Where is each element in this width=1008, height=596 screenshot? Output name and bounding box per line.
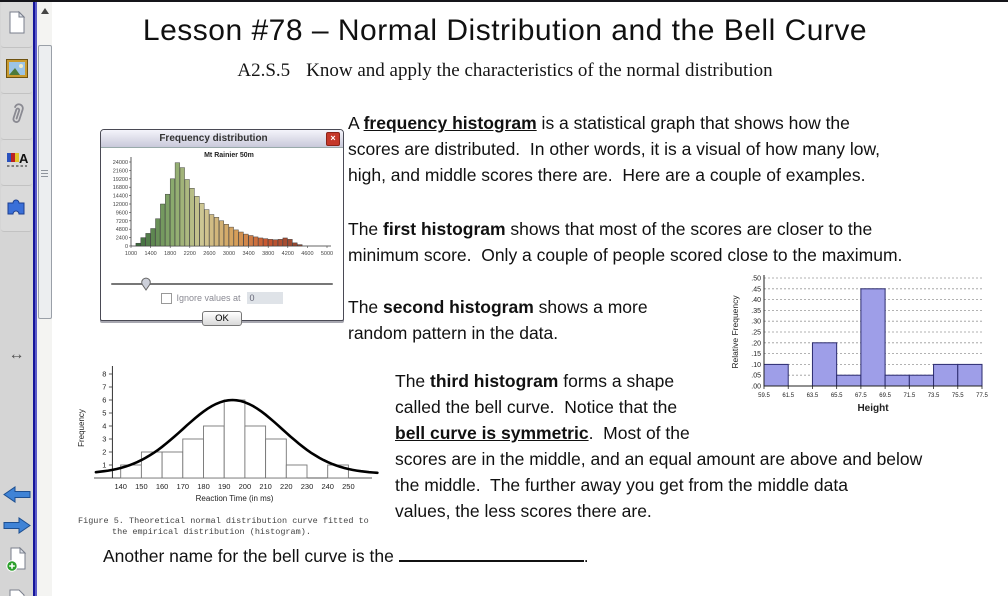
figure-caption: [78, 516, 369, 538]
ignore-value-field[interactable]: 0: [247, 292, 283, 304]
svg-text:170: 170: [176, 482, 190, 491]
slider-thumb-icon[interactable]: [140, 277, 152, 296]
svg-text:Mt Rainier 50m: Mt Rainier 50m: [204, 152, 254, 159]
arrow-right-icon: [3, 516, 31, 540]
svg-text:Relative Frequency: Relative Frequency: [730, 295, 740, 369]
range-slider[interactable]: [111, 277, 333, 291]
svg-text:.30: .30: [751, 318, 761, 326]
close-icon[interactable]: ×: [326, 132, 340, 146]
figure-caption-line2: the empirical distribution (histogram).: [112, 527, 311, 537]
svg-text:3: 3: [102, 434, 107, 444]
checkbox-label: Ignore values at: [176, 293, 241, 303]
previous-page-button[interactable]: [0, 485, 33, 509]
svg-text:73.5: 73.5: [927, 393, 940, 399]
svg-text:3000: 3000: [222, 251, 236, 257]
scroll-up-button[interactable]: [37, 2, 52, 20]
svg-text:160: 160: [155, 482, 169, 491]
svg-text:3800: 3800: [262, 251, 275, 257]
svg-text:19200: 19200: [112, 176, 128, 183]
paperclip-icon: [7, 102, 27, 131]
svg-text:21600: 21600: [112, 168, 128, 175]
page-thumbnail-button[interactable]: [1, 2, 32, 48]
properties-button[interactable]: [1, 140, 32, 186]
svg-text:230: 230: [300, 482, 314, 491]
svg-text:61.5: 61.5: [782, 393, 795, 399]
side-toolbar: [0, 2, 33, 596]
svg-text:16800: 16800: [112, 185, 128, 192]
svg-text:.50: .50: [751, 275, 761, 283]
svg-text:2: 2: [102, 447, 107, 457]
window-titlebar[interactable]: [101, 130, 343, 148]
page-peek-button[interactable]: [0, 588, 33, 596]
svg-text:0: 0: [124, 244, 128, 250]
svg-text:8: 8: [102, 369, 107, 379]
attachments-button[interactable]: [1, 94, 32, 140]
svg-text:150: 150: [135, 482, 148, 491]
svg-text:1: 1: [102, 460, 107, 470]
standard-line: [60, 60, 950, 82]
svg-text:.40: .40: [751, 297, 761, 305]
third-histogram-paragraph: The third histogram forms a shape called the bell curve. Notice that the bell curve is symmetric. Most of the scores are in the middle, and an equal amount are above and below the middle. The further away you get from the middle data values, the less scores there are.: [395, 371, 923, 521]
svg-text:75.5: 75.5: [951, 393, 964, 399]
figure-caption-line1: Figure 5. Theoretical normal distribution curve fitted to: [78, 516, 369, 526]
svg-text:240: 240: [321, 482, 334, 491]
svg-text:1400: 1400: [144, 251, 157, 257]
addons-button[interactable]: [1, 186, 32, 232]
next-page-button[interactable]: [0, 516, 33, 540]
svg-text:59.5: 59.5: [758, 393, 770, 399]
svg-text:67.5: 67.5: [855, 393, 867, 399]
svg-text:180: 180: [197, 482, 210, 491]
svg-text:4200: 4200: [281, 251, 294, 257]
svg-text:.35: .35: [751, 307, 761, 315]
svg-text:.15: .15: [751, 351, 761, 359]
svg-text:7200: 7200: [115, 218, 128, 225]
svg-text:65.5: 65.5: [830, 393, 843, 399]
add-page-icon: [6, 547, 28, 578]
standard-code: A2.S.5: [237, 60, 291, 81]
horizontal-arrows-icon: ↔: [8, 346, 25, 363]
page-title: Lesson #78 – Normal Distribution and the Bell Curve: [142, 14, 868, 47]
svg-text:4800: 4800: [115, 227, 128, 234]
svg-text:.05: .05: [751, 372, 761, 380]
ok-button[interactable]: OK: [202, 311, 242, 326]
window-title: Frequency distribution: [159, 133, 268, 144]
svg-text:140: 140: [114, 482, 127, 491]
closing-fill-in-line: Another name for the bell curve is the .: [103, 546, 589, 566]
add-page-button[interactable]: [0, 547, 33, 578]
svg-text:12000: 12000: [112, 202, 128, 208]
svg-text:.45: .45: [751, 286, 761, 294]
svg-text:3400: 3400: [242, 251, 255, 257]
svg-text:69.5: 69.5: [879, 393, 891, 399]
page-icon: [7, 588, 26, 596]
second-histogram-paragraph: The second histogram shows a more random pattern in the data.: [348, 297, 648, 343]
svg-text:250: 250: [342, 482, 355, 491]
svg-text:2600: 2600: [203, 251, 216, 257]
mt-rainier-histogram: [101, 148, 333, 272]
svg-text:63.5: 63.5: [806, 393, 819, 399]
svg-text:A: A: [18, 151, 28, 166]
svg-text:2400: 2400: [115, 235, 128, 242]
svg-text:.20: .20: [751, 340, 761, 348]
thumb-grip-icon: [41, 170, 48, 179]
svg-text:1800: 1800: [164, 251, 177, 257]
triangle-up-icon: [41, 8, 49, 14]
svg-text:2200: 2200: [183, 251, 196, 257]
svg-text:Reaction Time (in ms): Reaction Time (in ms): [195, 494, 274, 503]
reaction-time-histogram: [76, 358, 384, 515]
puzzle-icon: [5, 196, 28, 221]
svg-text:14400: 14400: [112, 193, 128, 200]
svg-text:200: 200: [238, 482, 252, 491]
resize-toolbar-handle[interactable]: [0, 346, 33, 364]
vertical-scrollbar[interactable]: [37, 2, 52, 596]
height-histogram: [728, 270, 992, 435]
frequency-histogram-paragraph: A frequency histogram is a statistical graph that shows how the scores are distributed. In other words, it is a visual of how many low, high, and middle scores there are. Here are a couple of examples.: [348, 113, 881, 185]
svg-text:220: 220: [280, 482, 293, 491]
svg-text:4: 4: [102, 421, 107, 431]
svg-text:24000: 24000: [112, 160, 128, 166]
svg-text:Height: Height: [857, 403, 889, 414]
svg-text:5: 5: [102, 408, 107, 418]
page-icon: [7, 11, 26, 39]
svg-text:190: 190: [217, 482, 231, 491]
lesson-canvas: [52, 2, 1008, 596]
standard-text: Know and apply the characteristics of the normal distribution: [306, 60, 773, 81]
svg-text:5000: 5000: [320, 251, 333, 257]
svg-text:.00: .00: [751, 383, 761, 391]
svg-text:Frequency: Frequency: [77, 409, 86, 447]
svg-text:7: 7: [102, 382, 107, 392]
first-histogram-paragraph: The first histogram shows that most of the scores are closer to the minimum score. Only a couple of people scored close to the maximum.: [348, 219, 903, 265]
text-format-icon: [6, 151, 28, 174]
svg-text:71.5: 71.5: [903, 393, 916, 399]
ignore-values-checkbox[interactable]: [161, 293, 172, 304]
picture-icon: [6, 59, 28, 83]
svg-text:1000: 1000: [124, 251, 138, 257]
svg-text:210: 210: [259, 482, 272, 491]
svg-text:9600: 9600: [115, 210, 128, 217]
svg-text:6: 6: [102, 395, 107, 405]
arrow-left-icon: [3, 485, 31, 509]
svg-text:4600: 4600: [301, 251, 314, 257]
svg-text:.25: .25: [751, 329, 761, 337]
svg-text:77.5: 77.5: [976, 393, 988, 399]
svg-text:.10: .10: [751, 361, 761, 369]
gallery-button[interactable]: [1, 48, 32, 94]
scrollbar-thumb[interactable]: [38, 45, 52, 319]
frequency-distribution-window: [100, 129, 344, 324]
